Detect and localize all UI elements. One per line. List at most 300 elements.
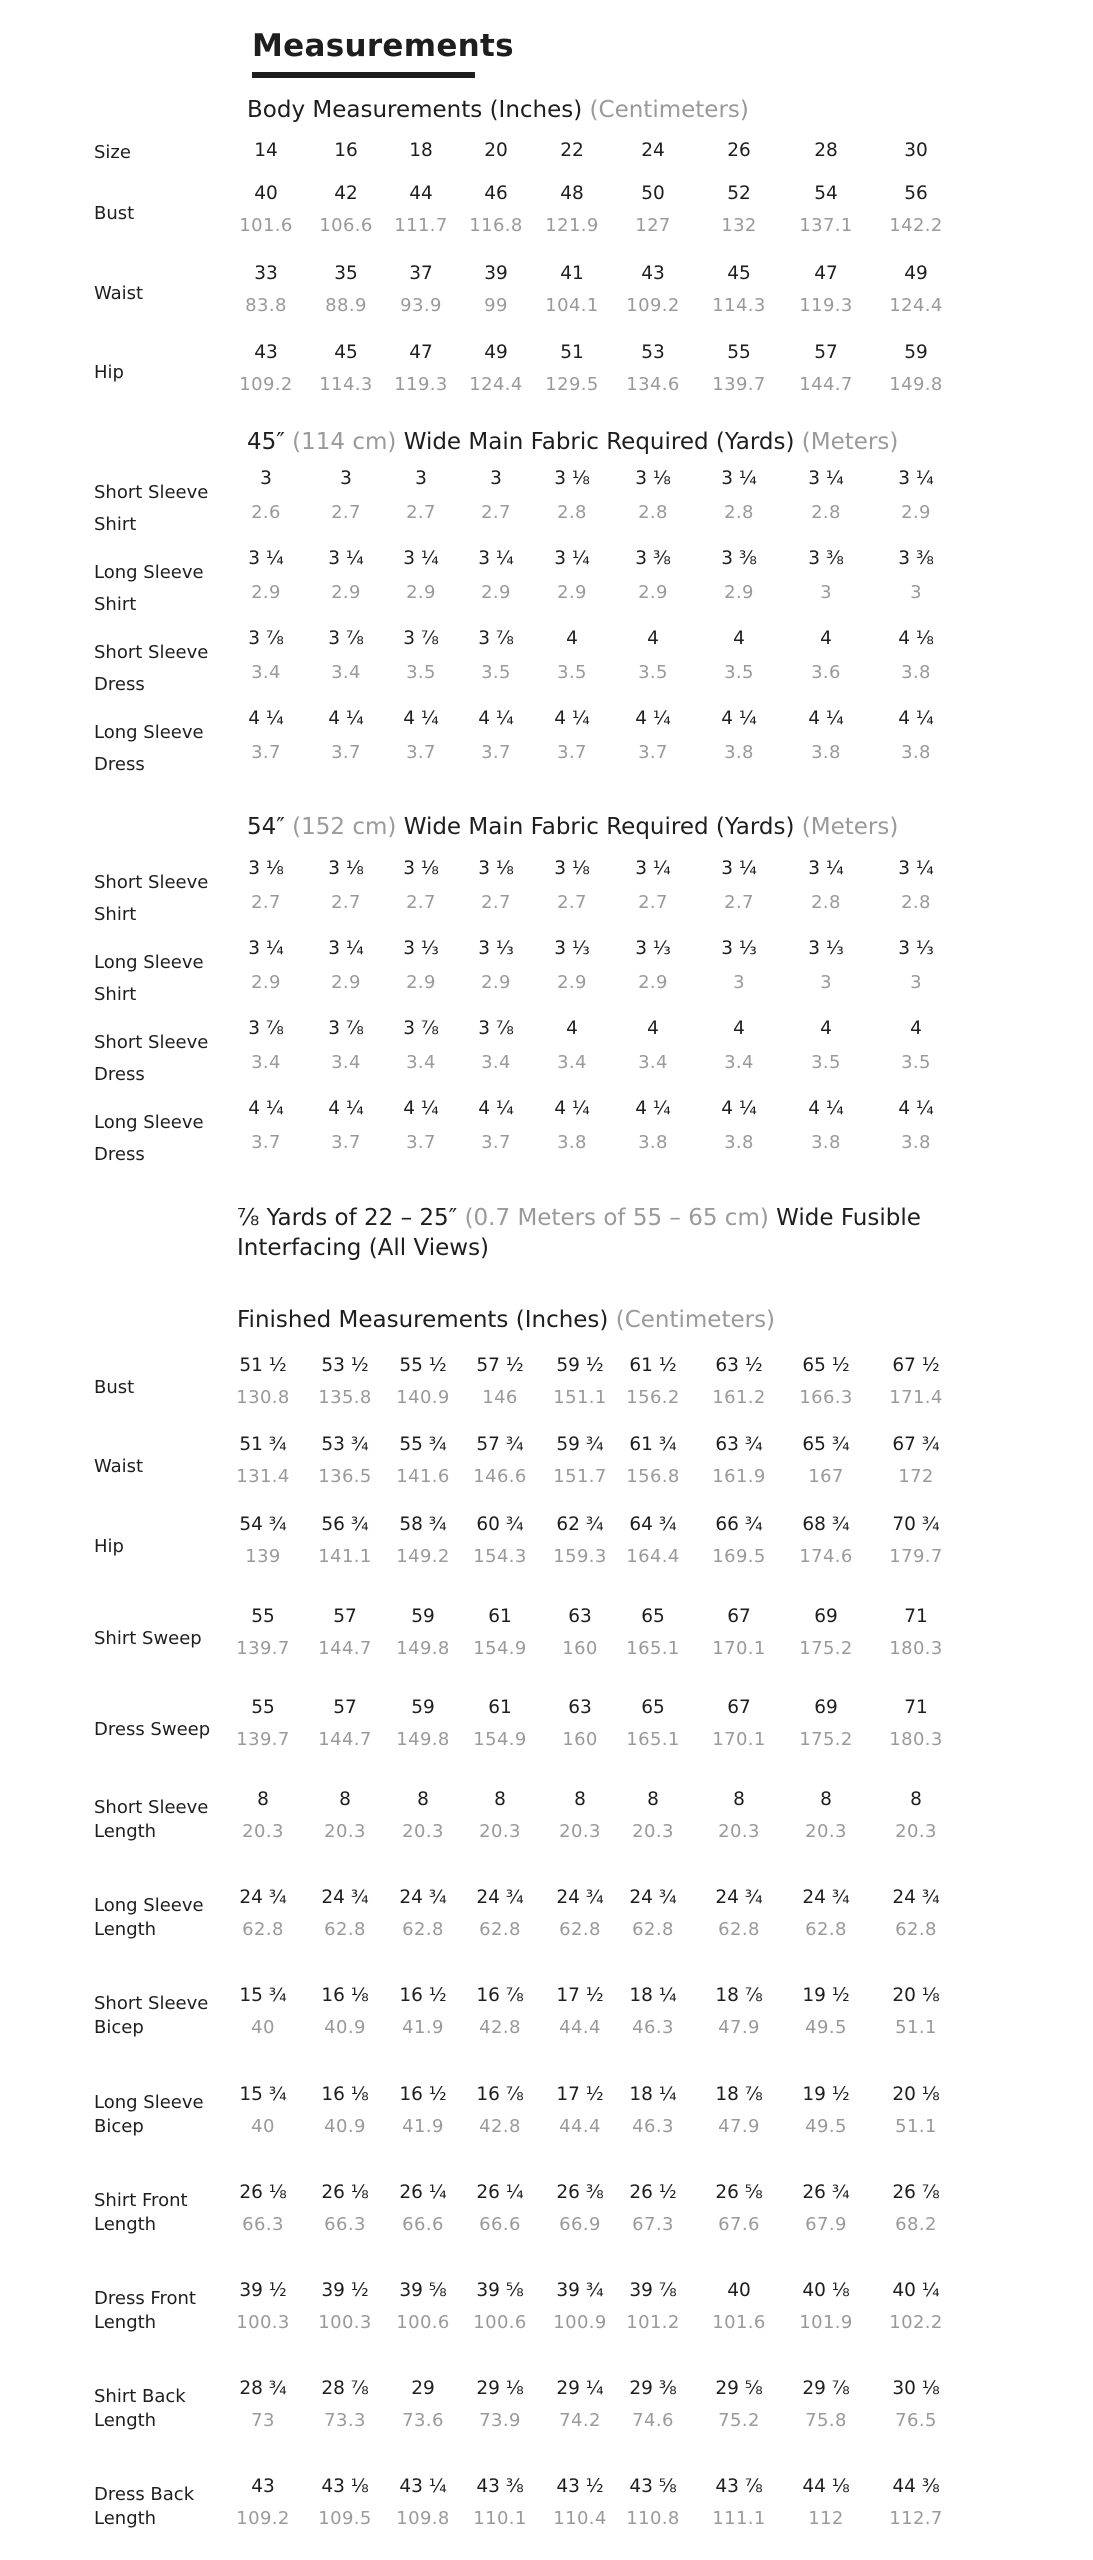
size-header: 30 [904,140,928,161]
row-label-line2: Shirt [94,594,137,615]
value-inches: 41 [560,263,584,284]
value-inches: 53 [641,342,665,363]
value-meters: 2.9 [638,972,668,993]
value-inches: 24 ¾ [239,1887,287,1908]
value-centimeters: 171.4 [889,1387,943,1408]
fabric-45-heading [247,429,898,455]
value-centimeters: 46.3 [632,2116,674,2137]
value-inches: 40 [727,2280,751,2301]
value-inches: 57 [333,1606,357,1627]
value-meters: 2.7 [481,502,511,523]
value-centimeters: 62.8 [242,1919,284,1940]
value-centimeters: 20.3 [559,1821,601,1842]
value-centimeters: 20.3 [805,1821,847,1842]
value-centimeters: 174.6 [799,1546,853,1567]
value-centimeters: 180.3 [889,1638,943,1659]
value-inches: 16 ½ [399,2084,447,2105]
value-yards: 3 ⅓ [554,938,590,959]
value-inches: 40 ⅛ [802,2280,850,2301]
value-centimeters: 124.4 [889,295,943,316]
value-inches: 39 ⅝ [476,2280,524,2301]
value-inches: 28 ⅞ [321,2378,369,2399]
value-meters: 3 [820,582,832,603]
value-yards: 4 ¼ [248,708,284,729]
value-yards: 3 ⅞ [248,1018,284,1039]
value-meters: 3.5 [901,1052,931,1073]
value-centimeters: 47.9 [718,2116,760,2137]
value-centimeters: 165.1 [626,1638,680,1659]
interfacing-description-text: Wide Fusible Interfacing (All Views) [237,1205,921,1261]
row-label-line2: Length [94,2508,157,2529]
value-meters: 2.7 [724,892,754,913]
value-centimeters: 169.5 [712,1546,766,1567]
value-yards: 3 ⅓ [898,938,934,959]
value-centimeters: 100.3 [236,2312,290,2333]
value-centimeters: 144.7 [318,1638,372,1659]
value-centimeters: 142.2 [889,215,943,236]
value-meters: 2.7 [406,892,436,913]
row-label-line1: Short Sleeve [94,482,209,503]
value-meters: 2.9 [406,972,436,993]
value-inches: 43 ¼ [399,2476,447,2497]
value-centimeters: 101.2 [626,2312,680,2333]
value-yards: 3 ⅞ [328,628,364,649]
value-inches: 59 ½ [556,1355,604,1376]
size-label: Size [94,142,131,163]
value-centimeters: 121.9 [545,215,599,236]
value-yards: 4 ¼ [635,1098,671,1119]
value-yards: 3 ⅛ [248,858,284,879]
heading-main-text: Wide Main Fabric Required (Yards) [403,814,795,840]
row-label: Shirt Sweep [94,1628,202,1649]
value-centimeters: 66.3 [242,2214,284,2235]
value-meters: 3 [733,972,745,993]
value-inches: 26 ½ [629,2182,677,2203]
value-meters: 2.8 [811,502,841,523]
value-inches: 55 ¾ [399,1434,447,1455]
value-centimeters: 67.3 [632,2214,674,2235]
value-inches: 61 [488,1606,512,1627]
value-inches: 16 ½ [399,1985,447,2006]
row-label-line2: Shirt [94,514,137,535]
value-yards: 3 [415,468,427,489]
value-centimeters: 20.3 [402,1821,444,1842]
value-inches: 64 ¾ [629,1514,677,1535]
value-yards: 3 ¼ [248,938,284,959]
value-centimeters: 151.1 [553,1387,607,1408]
value-inches: 43 ⅝ [629,2476,677,2497]
value-yards: 4 ¼ [478,1098,514,1119]
value-inches: 57 [333,1697,357,1718]
value-centimeters: 109.5 [318,2508,372,2529]
value-inches: 26 ¾ [802,2182,850,2203]
value-inches: 47 [409,342,433,363]
value-yards: 3 ¼ [898,858,934,879]
value-inches: 61 ½ [629,1355,677,1376]
value-yards: 4 [820,1018,832,1039]
value-meters: 3.5 [811,1052,841,1073]
value-centimeters: 144.7 [799,374,853,395]
value-yards: 4 [566,1018,578,1039]
row-label-line2: Length [94,1919,157,1940]
value-centimeters: 83.8 [245,295,287,316]
value-centimeters: 139.7 [236,1729,290,1750]
size-header: 18 [409,140,433,161]
value-inches: 29 [411,2378,435,2399]
value-inches: 56 [904,183,928,204]
row-label-line1: Long Sleeve [94,2092,204,2113]
value-centimeters: 93.9 [400,295,442,316]
value-yards: 3 [340,468,352,489]
value-centimeters: 175.2 [799,1638,853,1659]
value-inches: 71 [904,1697,928,1718]
row-label: Waist [94,1456,144,1477]
value-meters: 3.8 [724,742,754,763]
row-label-line2: Length [94,2312,157,2333]
value-centimeters: 109.2 [626,295,680,316]
value-inches: 57 ½ [476,1355,524,1376]
value-centimeters: 170.1 [712,1729,766,1750]
row-label-line2: Length [94,2410,157,2431]
value-inches: 54 ¾ [239,1514,287,1535]
value-yards: 4 [820,628,832,649]
row-label-line2: Length [94,1821,157,1842]
size-header: 14 [254,140,278,161]
value-centimeters: 100.9 [553,2312,607,2333]
value-centimeters: 51.1 [895,2116,937,2137]
value-meters: 3.8 [811,742,841,763]
value-centimeters: 46.3 [632,2017,674,2038]
value-meters: 2.9 [481,972,511,993]
value-inches: 44 ⅜ [892,2476,940,2497]
value-centimeters: 66.9 [559,2214,601,2235]
value-inches: 63 ½ [715,1355,763,1376]
value-meters: 3.4 [557,1052,587,1073]
value-inches: 39 [484,263,508,284]
value-centimeters: 100.6 [396,2312,450,2333]
value-inches: 51 [560,342,584,363]
value-yards: 4 ¼ [898,708,934,729]
value-centimeters: 67.6 [718,2214,760,2235]
value-inches: 40 [254,183,278,204]
value-meters: 2.9 [406,582,436,603]
value-centimeters: 156.2 [626,1387,680,1408]
value-centimeters: 101.6 [712,2312,766,2333]
value-meters: 3.8 [724,1132,754,1153]
value-centimeters: 74.6 [632,2410,674,2431]
value-centimeters: 146.6 [473,1466,527,1487]
value-centimeters: 62.8 [479,1919,521,1940]
value-inches: 67 [727,1606,751,1627]
row-label: Hip [94,1536,124,1557]
value-inches: 24 ¾ [399,1887,447,1908]
value-meters: 2.9 [638,582,668,603]
value-yards: 3 ⅛ [478,858,514,879]
value-centimeters: 75.8 [805,2410,847,2431]
value-inches: 40 ¼ [892,2280,940,2301]
value-centimeters: 151.7 [553,1466,607,1487]
value-inches: 37 [409,263,433,284]
value-centimeters: 47.9 [718,2017,760,2038]
value-centimeters: 140.9 [396,1387,450,1408]
value-yards: 4 [733,628,745,649]
row-label-line1: Shirt Front [94,2190,188,2211]
value-centimeters: 40.9 [324,2116,366,2137]
value-meters: 3.4 [251,662,281,683]
row-label-line1: Long Sleeve [94,1895,204,1916]
value-inches: 48 [560,183,584,204]
value-meters: 2.7 [481,892,511,913]
value-centimeters: 146 [482,1387,518,1408]
value-centimeters: 164.4 [626,1546,680,1567]
row-label-line1: Short Sleeve [94,1993,209,2014]
value-centimeters: 130.8 [236,1387,290,1408]
value-meters: 3.7 [331,1132,361,1153]
value-inches: 70 ¾ [892,1514,940,1535]
value-centimeters: 154.9 [473,1638,527,1659]
value-centimeters: 161.2 [712,1387,766,1408]
value-yards: 3 ¼ [721,858,757,879]
value-centimeters: 139.7 [712,374,766,395]
size-header: 16 [334,140,358,161]
value-centimeters: 42.8 [479,2017,521,2038]
value-centimeters: 42.8 [479,2116,521,2137]
value-inches: 54 [814,183,838,204]
value-meters: 2.9 [331,972,361,993]
value-yards: 3 ⅛ [554,468,590,489]
value-inches: 43 [254,342,278,363]
heading-width-text: 45″ [247,429,285,455]
value-centimeters: 20.3 [479,1821,521,1842]
value-meters: 3.8 [901,1132,931,1153]
value-meters: 3.8 [901,742,931,763]
value-inches: 29 ¼ [556,2378,604,2399]
value-inches: 65 ¾ [802,1434,850,1455]
value-yards: 3 ⅓ [635,938,671,959]
value-centimeters: 160 [562,1638,598,1659]
value-meters: 3.4 [724,1052,754,1073]
value-centimeters: 144.7 [318,1729,372,1750]
value-inches: 24 ¾ [715,1887,763,1908]
size-header: 22 [560,140,584,161]
value-inches: 18 ¼ [629,2084,677,2105]
value-yards: 4 ¼ [403,708,439,729]
value-centimeters: 136.5 [318,1466,372,1487]
value-meters: 2.9 [251,972,281,993]
value-yards: 4 ¼ [403,1098,439,1119]
value-meters: 2.9 [481,582,511,603]
value-inches: 67 [727,1697,751,1718]
value-yards: 3 ¼ [721,468,757,489]
finished-measurements-heading [237,1307,775,1333]
value-centimeters: 167 [808,1466,844,1487]
value-meters: 3.4 [331,1052,361,1073]
value-yards: 3 ¼ [248,548,284,569]
value-meters: 2.9 [901,502,931,523]
value-inches: 16 ⅛ [321,1985,369,2006]
value-yards: 3 ⅓ [478,938,514,959]
value-centimeters: 44.4 [559,2017,601,2038]
row-label-line1: Long Sleeve [94,562,204,583]
value-centimeters: 66.6 [402,2214,444,2235]
value-centimeters: 129.5 [545,374,599,395]
value-meters: 3.7 [406,1132,436,1153]
value-yards: 4 [733,1018,745,1039]
value-yards: 4 ¼ [328,1098,364,1119]
value-inches: 20 ⅛ [892,1985,940,2006]
size-header: 28 [814,140,838,161]
value-yards: 3 ¼ [328,548,364,569]
value-inches: 28 ¾ [239,2378,287,2399]
value-meters: 3.7 [557,742,587,763]
value-yards: 4 ¼ [898,1098,934,1119]
value-inches: 16 ⅞ [476,1985,524,2006]
value-inches: 60 ¾ [476,1514,524,1535]
value-yards: 3 ⅞ [403,1018,439,1039]
value-centimeters: 106.6 [319,215,373,236]
value-centimeters: 141.1 [318,1546,372,1567]
value-inches: 51 ½ [239,1355,287,1376]
value-yards: 4 [910,1018,922,1039]
value-meters: 2.8 [557,502,587,523]
value-inches: 51 ¾ [239,1434,287,1455]
value-centimeters: 100.6 [473,2312,527,2333]
value-centimeters: 156.8 [626,1466,680,1487]
value-centimeters: 170.1 [712,1638,766,1659]
value-inches: 26 ⅜ [556,2182,604,2203]
value-meters: 3.6 [811,662,841,683]
value-yards: 4 ¼ [248,1098,284,1119]
row-label-line2: Bicep [94,2116,144,2137]
value-inches: 8 [574,1789,586,1810]
value-yards: 4 ¼ [721,708,757,729]
value-centimeters: 62.8 [895,1919,937,1940]
row-label: Bust [94,1377,135,1398]
value-meters: 3.8 [811,1132,841,1153]
value-meters: 2.8 [811,892,841,913]
value-centimeters: 179.7 [889,1546,943,1567]
value-yards: 4 ¼ [808,708,844,729]
value-inches: 66 ¾ [715,1514,763,1535]
value-centimeters: 41.9 [402,2017,444,2038]
value-inches: 45 [727,263,751,284]
value-centimeters: 66.3 [324,2214,366,2235]
row-label-line2: Length [94,2214,157,2235]
value-meters: 3.8 [901,662,931,683]
value-meters: 3.7 [638,742,668,763]
value-inches: 17 ½ [556,1985,604,2006]
value-centimeters: 62.8 [559,1919,601,1940]
value-centimeters: 73.3 [324,2410,366,2431]
value-centimeters: 149.2 [396,1546,450,1567]
value-inches: 18 ¼ [629,1985,677,2006]
value-inches: 43 ⅜ [476,2476,524,2497]
body-measurements-heading [247,97,749,123]
value-inches: 55 [251,1606,275,1627]
value-inches: 56 ¾ [321,1514,369,1535]
page-title: Measurements [252,28,514,64]
value-meters: 3.5 [638,662,668,683]
size-header: 26 [727,140,751,161]
value-centimeters: 44.4 [559,2116,601,2137]
value-yards: 4 ¼ [808,1098,844,1119]
value-centimeters: 119.3 [394,374,448,395]
value-inches: 59 ¾ [556,1434,604,1455]
value-inches: 43 ⅞ [715,2476,763,2497]
value-inches: 47 [814,263,838,284]
value-centimeters: 110.4 [553,2508,607,2529]
value-meters: 3.4 [638,1052,668,1073]
value-centimeters: 62.8 [805,1919,847,1940]
value-inches: 62 ¾ [556,1514,604,1535]
heading-metric-width-text: (114 cm) [292,429,397,455]
value-yards: 3 ¼ [898,468,934,489]
value-centimeters: 154.3 [473,1546,527,1567]
value-inches: 35 [334,263,358,284]
row-label: Waist [94,283,144,304]
value-inches: 39 ⅝ [399,2280,447,2301]
value-meters: 2.8 [901,892,931,913]
value-inches: 24 ¾ [556,1887,604,1908]
value-centimeters: 62.8 [324,1919,366,1940]
row-label: Dress Sweep [94,1719,211,1740]
row-label: Bust [94,203,135,224]
value-inches: 29 ⅜ [629,2378,677,2399]
value-inches: 43 [251,2476,275,2497]
row-label-line1: Shirt Back [94,2386,186,2407]
value-centimeters: 62.8 [632,1919,674,1940]
value-inches: 39 ¾ [556,2280,604,2301]
value-inches: 43 [641,263,665,284]
value-yards: 3 ⅞ [328,1018,364,1039]
value-centimeters: 73 [251,2410,275,2431]
value-centimeters: 131.4 [236,1466,290,1487]
size-header: 24 [641,140,665,161]
value-meters: 3.5 [481,662,511,683]
value-centimeters: 166.3 [799,1387,853,1408]
value-inches: 53 ¾ [321,1434,369,1455]
value-centimeters: 51.1 [895,2017,937,2038]
value-centimeters: 104.1 [545,295,599,316]
value-meters: 2.8 [724,502,754,523]
value-inches: 39 ⅞ [629,2280,677,2301]
heading-metric-width-text: (152 cm) [292,814,397,840]
value-inches: 61 ¾ [629,1434,677,1455]
value-yards: 3 [260,468,272,489]
value-meters: 2.9 [251,582,281,603]
value-centimeters: 149.8 [396,1729,450,1750]
heading-main-text: Wide Main Fabric Required (Yards) [403,429,795,455]
value-centimeters: 41.9 [402,2116,444,2137]
value-centimeters: 180.3 [889,1729,943,1750]
value-meters: 2.7 [331,892,361,913]
value-yards: 4 ¼ [554,1098,590,1119]
row-label-line1: Short Sleeve [94,1032,209,1053]
value-yards: 3 ⅜ [635,548,671,569]
value-yards: 3 ⅞ [478,1018,514,1039]
value-yards: 3 ¼ [328,938,364,959]
value-inches: 59 [904,342,928,363]
value-yards: 4 ⅛ [898,628,934,649]
value-inches: 26 ⅝ [715,2182,763,2203]
value-meters: 2.6 [251,502,281,523]
value-inches: 8 [733,1789,745,1810]
value-centimeters: 111.1 [712,2508,766,2529]
row-label-line2: Dress [94,1144,145,1165]
value-meters: 3.5 [724,662,754,683]
row-label-line2: Dress [94,674,145,695]
value-centimeters: 127 [635,215,671,236]
